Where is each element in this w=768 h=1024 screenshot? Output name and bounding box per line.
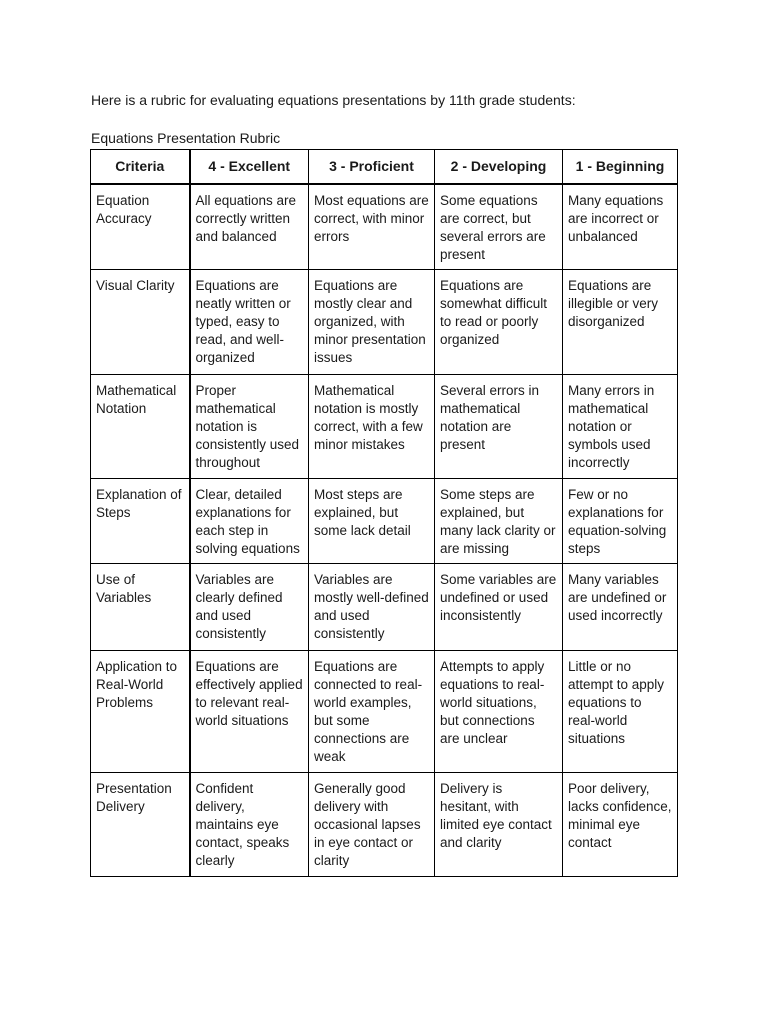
excellent-cell: Equations are neatly written or typed, easy to read, and well-organized [190,270,309,375]
developing-cell: Attempts to apply equations to real-world situations, but connections are unclear [435,651,563,773]
header-criteria: Criteria [91,150,190,184]
developing-cell: Some variables are undefined or used inconsistently [435,564,563,651]
proficient-cell: Most equations are correct, with minor errors [309,184,435,270]
beginning-cell: Equations are illegible or very disorganized [563,270,678,375]
criteria-cell: Explanation of Steps [91,479,190,564]
table-row [91,479,678,564]
table-row [91,773,678,877]
proficient-cell: Most steps are explained, but some lack detail [309,479,435,564]
header-beginning: 1 - Beginning [563,150,678,184]
header-row [91,150,678,184]
excellent-cell: All equations are correctly written and balanced [190,184,309,270]
excellent-cell: Variables are clearly defined and used consistently [190,564,309,651]
rubric-title: Equations Presentation Rubric [91,130,281,146]
developing-cell: Equations are somewhat difficult to read or poorly organized [435,270,563,375]
criteria-cell: Mathematical Notation [91,375,190,479]
table-row [91,651,678,773]
beginning-cell: Little or no attempt to apply equations to real-world situations [563,651,678,773]
beginning-cell: Poor delivery, lacks confidence, minimal eye contact [563,773,678,877]
criteria-cell: Presentation Delivery [91,773,190,877]
header-proficient: 3 - Proficient [309,150,435,184]
proficient-cell: Generally good delivery with occasional lapses in eye contact or clarity [309,773,435,877]
beginning-cell: Many equations are incorrect or unbalanced [563,184,678,270]
proficient-cell: Equations are mostly clear and organized, with minor presentation issues [309,270,435,375]
developing-cell: Some steps are explained, but many lack clarity or are missing [435,479,563,564]
criteria-cell: Visual Clarity [91,270,190,375]
intro-text: Here is a rubric for evaluating equations presentations by 11th grade students: [91,92,576,108]
proficient-cell: Mathematical notation is mostly correct, with a few minor mistakes [309,375,435,479]
excellent-cell: Confident delivery, maintains eye contact, speaks clearly [190,773,309,877]
excellent-cell: Proper mathematical notation is consistently used throughout [190,375,309,479]
table-row [91,564,678,651]
criteria-cell: Use of Variables [91,564,190,651]
criteria-cell: Equation Accuracy [91,184,190,270]
excellent-cell: Clear, detailed explanations for each step in solving equations [190,479,309,564]
table-row [91,375,678,479]
header-developing: 2 - Developing [435,150,563,184]
beginning-cell: Many variables are undefined or used incorrectly [563,564,678,651]
criteria-cell: Application to Real-World Problems [91,651,190,773]
rubric-table [90,149,678,877]
table-row [91,270,678,375]
proficient-cell: Variables are mostly well-defined and used consistently [309,564,435,651]
header-excellent: 4 - Excellent [190,150,309,184]
beginning-cell: Many errors in mathematical notation or symbols used incorrectly [563,375,678,479]
proficient-cell: Equations are connected to real-world examples, but some connections are weak [309,651,435,773]
excellent-cell: Equations are effectively applied to relevant real-world situations [190,651,309,773]
beginning-cell: Few or no explanations for equation-solving steps [563,479,678,564]
developing-cell: Several errors in mathematical notation are present [435,375,563,479]
developing-cell: Some equations are correct, but several errors are present [435,184,563,270]
table-row [91,184,678,270]
developing-cell: Delivery is hesitant, with limited eye contact and clarity [435,773,563,877]
